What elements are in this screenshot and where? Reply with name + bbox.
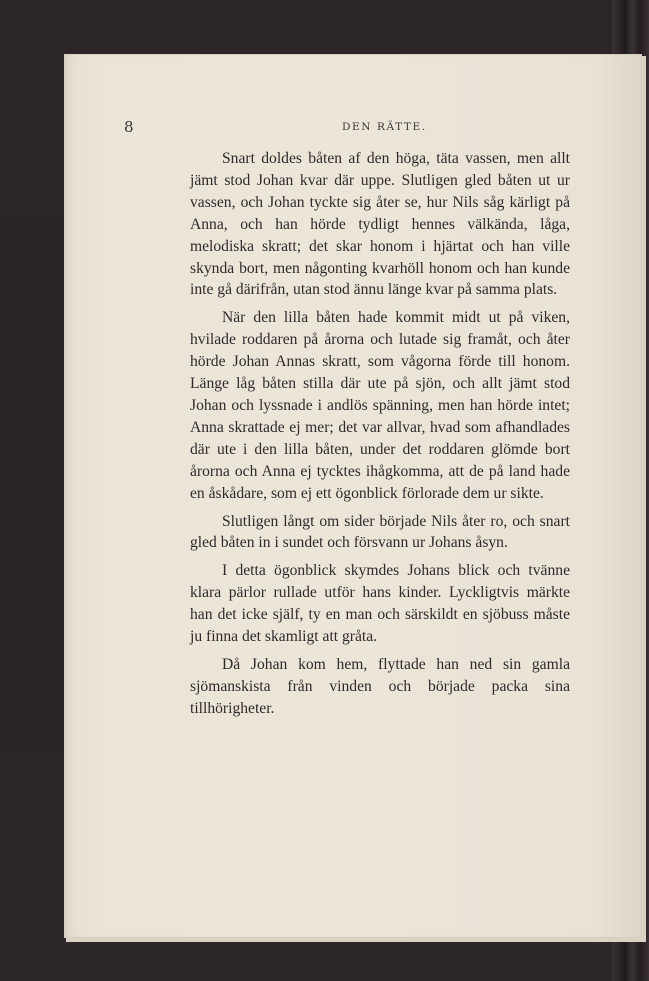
running-head-title: DEN RÄTTE. [342,121,427,133]
paragraph: Slutligen långt om sider började Nils åter ro, och snart gled båten in i sundet och försvann ur Johans åsyn. [190,512,570,552]
body-text [190,148,570,726]
paragraph: I detta ögonblick skymdes Johans blick och tvänne klara pärlor rullade utför hans kinder. Lyckligtvis märkte han det icke själf, ty en man och särskildt en sjöbuss måste ju finna det skamligt att gråta. [190,562,570,646]
running-head [124,118,584,138]
paragraph: Då Johan kom hem, flyttade han ned sin gamla sjömanskista från vinden och började packa sina tillhörigheter. [190,655,570,717]
page-number: 8 [124,118,135,136]
paragraph: När den lilla båten hade kommit midt ut på viken, hvilade roddaren på årorna och lutade sig framåt, och åter hörde Johan Annas skratt, som vågorna förde till honom. Länge låg båten stilla där ute på sjön, och allt jämt stod Johan och lyssnade i andlös spänning, men han hörde intet; Anna skrattade ej mer; det var allvar, hvad som afhandlades där ute i den lilla båten, under det roddaren glömde bort årorna och Anna ej tycktes ihågkomma, att de på land hade en åskådare, som ej ett ögonblick förlorade dem ur sikte. [190,309,570,502]
paragraph: Snart doldes båten af den höga, täta vassen, men allt jämt stod Johan kvar där uppe. Slutligen gled båten ut ur vassen, och Johan tyckte sig åter se, hur Nils såg kärligt på Anna, och han hörde tydligt hennes välkända, låga, melodiska skratt; det skar honom i hjärtat och han ville skynda bort, men någonting kvarhöll honom och han kunde inte gå därifrån, utan stod ännu länge kvar på samma plats. [190,150,570,299]
